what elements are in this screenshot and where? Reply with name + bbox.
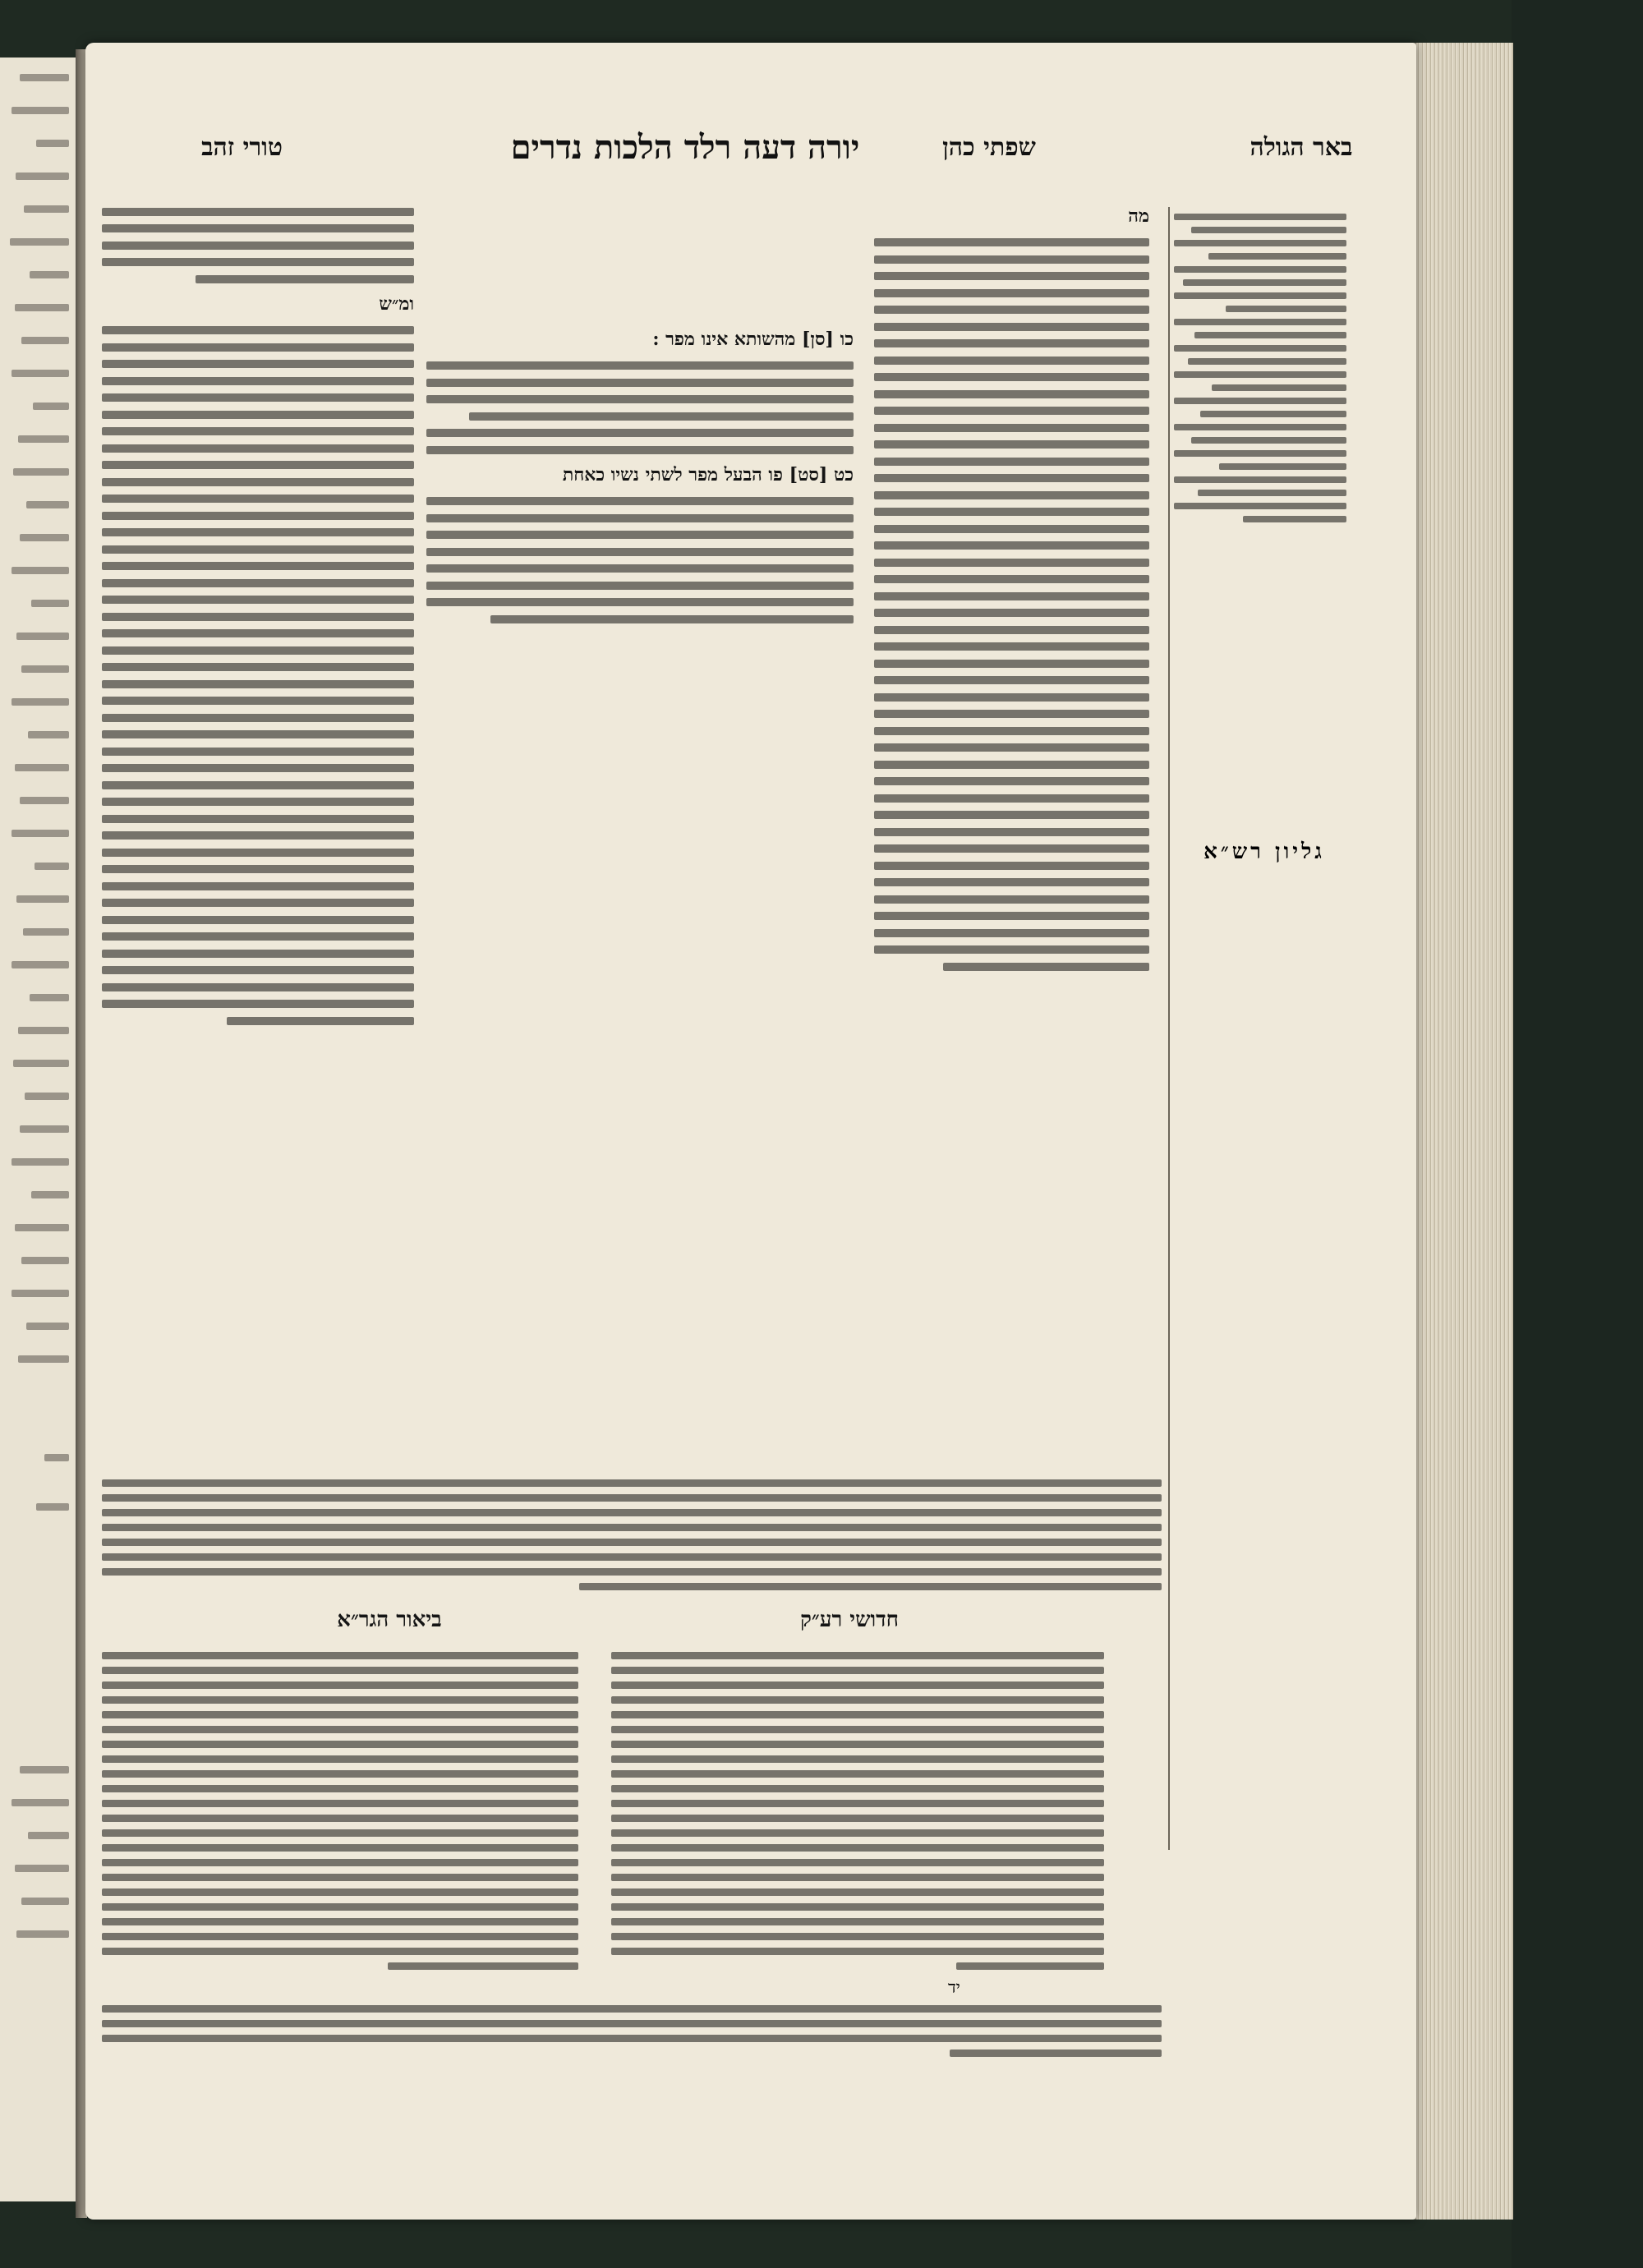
page-title: יורה דעה רלד הלכות נדרים <box>510 127 860 167</box>
main-text-column <box>426 322 854 848</box>
margin-heading: גליון רש״א <box>1203 840 1325 864</box>
book-page <box>85 43 1416 2220</box>
column-rule <box>1168 207 1170 1850</box>
dibbur-heading-left: ומ״ש <box>379 293 414 315</box>
header-left-label: טורי זהב <box>201 132 283 162</box>
header-middle-label: שפתי כהן <box>942 132 1036 162</box>
dibbur-heading-right: מה <box>1128 205 1149 227</box>
mid-heading-2: כט [סט] פו הבעל מפר לשתי נשיו כאחת <box>562 464 854 485</box>
background-right <box>1512 0 1643 2268</box>
bottom-right-commentary <box>611 1645 1104 1990</box>
mid-heading-1: כו [סן] מהשותא אינו מפר : <box>652 329 854 350</box>
section-marker: יד <box>948 1977 960 1997</box>
margin-notes-column <box>1174 207 1346 1817</box>
bottom-footer-text <box>102 1998 1162 2088</box>
commentary-column-left <box>102 199 414 1439</box>
header-right-label: באר הגולה <box>1250 132 1353 162</box>
commentary-column-right <box>874 199 1149 1480</box>
bottom-right-title: חדושי רע״ק <box>799 1608 900 1632</box>
bottom-left-commentary <box>102 1645 578 1990</box>
bottom-left-title: ביאור הגר״א <box>337 1608 442 1632</box>
page-stack-edge <box>1415 43 1513 2220</box>
previous-page-edge <box>0 58 77 2201</box>
continuation-text <box>102 1472 1162 1603</box>
